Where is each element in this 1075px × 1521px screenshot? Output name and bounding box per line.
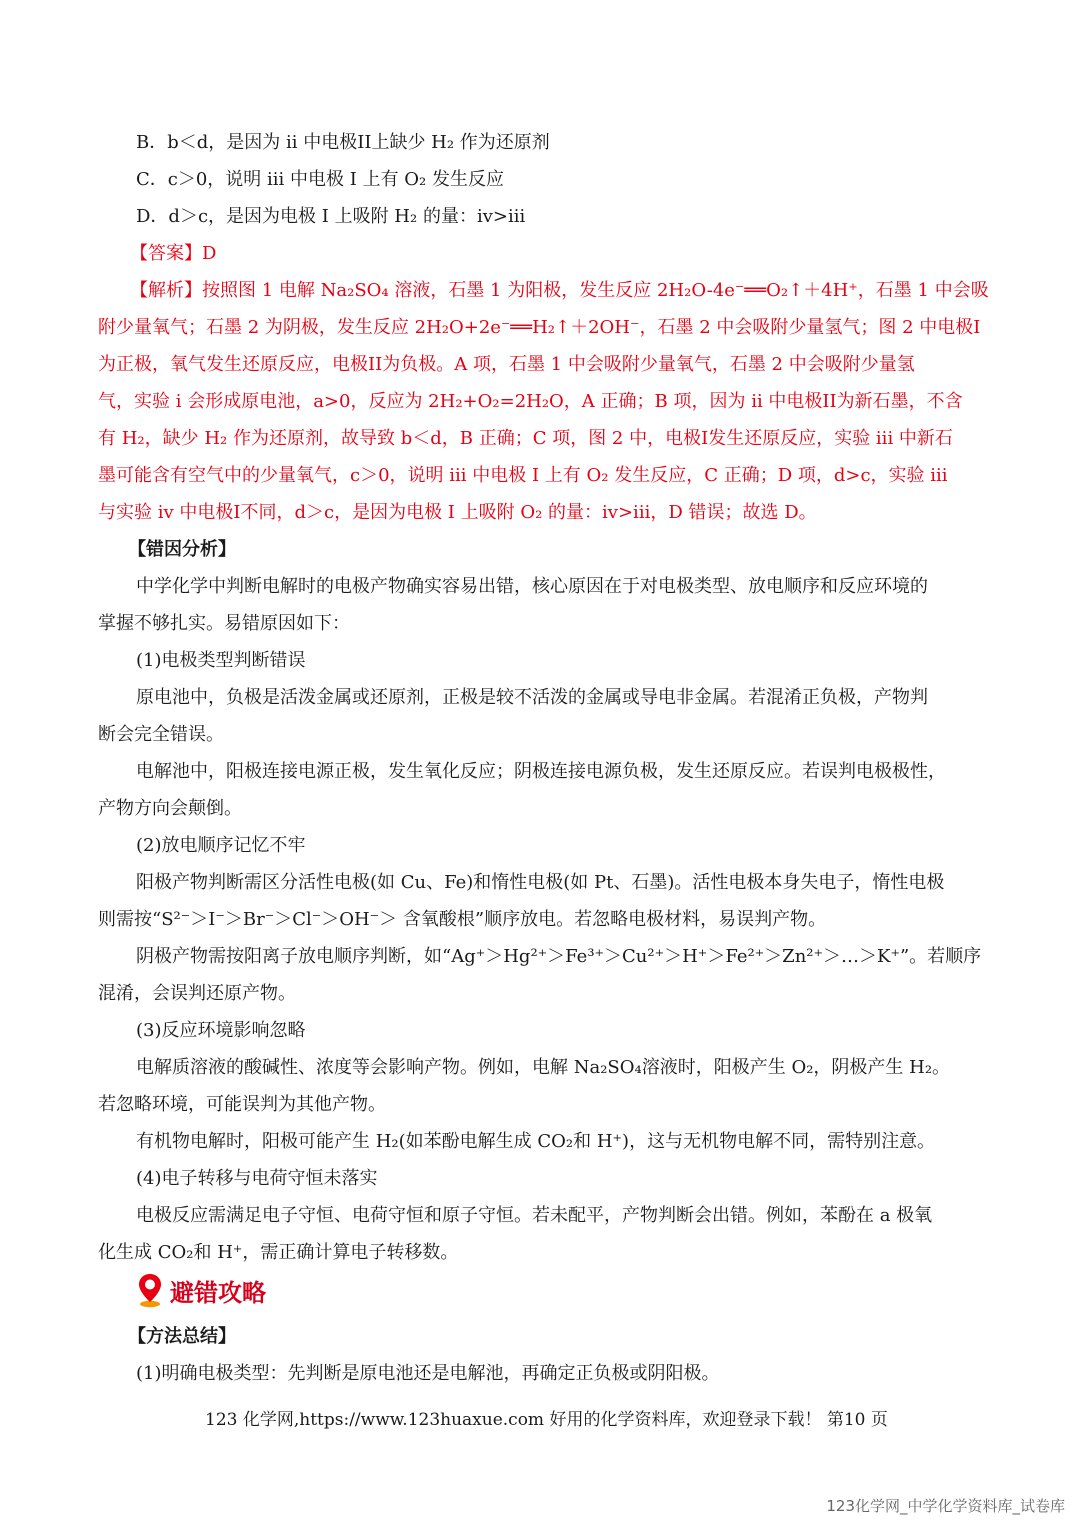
- method-point-1: (1)明确电极类型：先判断是原电池还是电解池，再确定正负极或阴阳极。: [136, 1363, 720, 1384]
- option-d: D．d＞c，是因为电极 I 上吸附 H₂ 的量：iv>iii: [136, 206, 526, 227]
- method-summary-heading: 【方法总结】: [128, 1326, 236, 1347]
- error-subheading-1: (1)电极类型判断错误: [136, 650, 306, 671]
- error-line-11: 阴极产物需按阳离子放电顺序判断，如“Ag⁺＞Hg²⁺＞Fe³⁺＞Cu²⁺＞H⁺＞Fe²⁺＞Zn²⁺＞…＞K⁺”。若顺序: [136, 946, 982, 967]
- strategy-title: 避错攻略: [170, 1277, 266, 1307]
- error-line-14: 电解质溶液的酸碱性、浓度等会影响产物。例如，电解 Na₂SO₄溶液时，阳极产生 O₂，阴极产生 H₂。: [136, 1057, 951, 1078]
- error-line-16: 有机物电解时，阳极可能产生 H₂(如苯酚电解生成 CO₂和 H⁺)，这与无机物电解不同，需特别注意。: [136, 1131, 936, 1152]
- error-line-15: 若忽略环境，可能误判为其他产物。: [98, 1094, 386, 1115]
- error-line-9: 阳极产物判断需区分活性电极(如 Cu、Fe)和惰性电极(如 Pt、石墨)。活性电极本身失电子，惰性电极: [136, 872, 945, 893]
- analysis-label: 【解析】: [130, 280, 202, 301]
- error-subheading-2: (2)放电顺序记忆不牢: [136, 835, 306, 856]
- analysis-line-3: 为正极，氧气发生还原反应，电极II为负极。A 项，石墨 1 中会吸附少量氧气，石墨 2 中会吸附少量氢: [98, 354, 915, 375]
- error-line-12: 混淆，会误判还原产物。: [98, 983, 296, 1004]
- analysis-text: 按照图 1 电解 Na₂SO₄ 溶液，石墨 1 为阳极，发生反应 2H₂O-4e⁻══O₂↑＋4H⁺，石墨 1 中会吸: [202, 280, 989, 301]
- error-line-4: 原电池中，负极是活泼金属或还原剂，正极是较不活泼的金属或导电非金属。若混淆正负极，产物判: [136, 687, 928, 708]
- error-subheading-4: (4)电子转移与电荷守恒未落实: [136, 1168, 378, 1189]
- page-footer: 123 化学网,https://www.123huaxue.com 好用的化学资料库，欢迎登录下载！ 第10 页: [205, 1410, 888, 1430]
- site-watermark: 123化学网_中学化学资料库_试卷库: [826, 1497, 1065, 1515]
- strategy-section-header: [136, 1270, 266, 1310]
- error-subheading-3: (3)反应环境影响忽略: [136, 1020, 306, 1041]
- error-line-18: 电极反应需满足电子守恒、电荷守恒和原子守恒。若未配平，产物判断会出错。例如，苯酚在 a 极氧: [136, 1205, 933, 1226]
- analysis-line-5: 有 H₂，缺少 H₂ 作为还原剂，故导致 b＜d，B 正确；C 项，图 2 中，电极I发生还原反应，实验 iii 中新石: [98, 428, 953, 449]
- error-line-1: 中学化学中判断电解时的电极产物确实容易出错，核心原因在于对电极类型、放电顺序和反应环境的: [136, 576, 928, 597]
- analysis-line-4: 气，实验 i 会形成原电池，a>0，反应为 2H₂+O₂=2H₂O，A 正确；B 项，因为 ii 中电极II为新石墨，不含: [98, 391, 963, 412]
- answer-label: 【答案】: [130, 243, 202, 264]
- answer-line: [130, 242, 216, 266]
- analysis-line-1: [130, 279, 989, 303]
- option-c: C．c＞0，说明 iii 中电极 I 上有 O₂ 发生反应: [136, 169, 504, 190]
- error-analysis-heading: 【错因分析】: [128, 539, 236, 560]
- location-pin-icon: [136, 1272, 164, 1308]
- option-b: B．b＜d，是因为 ii 中电极II上缺少 H₂ 作为还原剂: [136, 132, 550, 153]
- analysis-line-2: 附少量氧气；石墨 2 为阴极，发生反应 2H₂O+2e⁻══H₂↑＋2OH⁻，石墨 2 中会吸附少量氢气；图 2 中电极I: [98, 317, 981, 338]
- error-line-6: 电解池中，阳极连接电源正极，发生氧化反应；阴极连接电源负极，发生还原反应。若误判电极极性，: [136, 761, 946, 782]
- error-line-5: 断会完全错误。: [98, 724, 224, 745]
- analysis-line-6: 墨可能含有空气中的少量氧气，c＞0，说明 iii 中电极 I 上有 O₂ 发生反应，C 正确；D 项，d>c，实验 iii: [98, 465, 948, 486]
- error-line-7: 产物方向会颠倒。: [98, 798, 242, 819]
- answer-value: D: [202, 243, 217, 264]
- analysis-line-7: 与实验 iv 中电极I不同，d＞c，是因为电极 I 上吸附 O₂ 的量：iv>iii，D 错误；故选 D。: [98, 502, 817, 523]
- error-line-19: 化生成 CO₂和 H⁺，需正确计算电子转移数。: [98, 1242, 459, 1263]
- error-line-2: 掌握不够扎实。易错原因如下：: [98, 613, 350, 634]
- error-line-10: 则需按“S²⁻＞I⁻＞Br⁻＞Cl⁻＞OH⁻＞ 含氧酸根”顺序放电。若忽略电极材料，易误判产物。: [98, 909, 827, 930]
